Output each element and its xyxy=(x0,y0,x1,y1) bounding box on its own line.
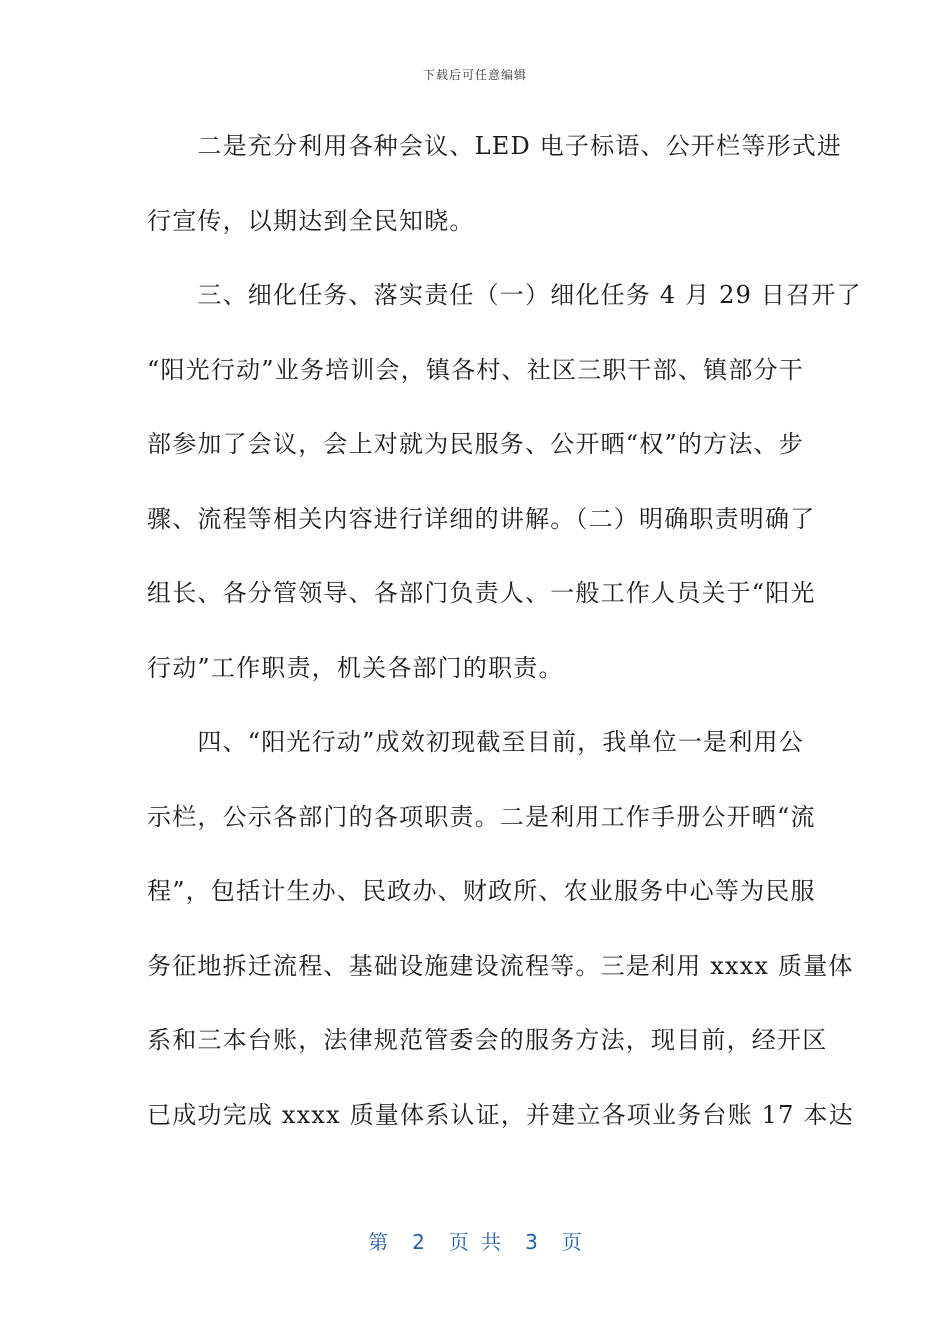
text-line: 示栏，公示各部门的各项职责。二是利用工作手册公开晒“流 xyxy=(147,802,816,831)
text-line: 已成功完成 xxxx 质量体系认证，并建立各项业务台账 17 本达 xyxy=(147,1100,854,1129)
text-line: 三、细化任务、落实责任（一）细化任务 4 月 29 日召开了 xyxy=(147,281,862,309)
page-label-suffix: 页 xyxy=(561,1230,582,1254)
text-line: 组长、各分管领导、各部门负责人、一般工作人员关于“阳光 xyxy=(147,579,816,607)
text-line: 程”，包括计生办、民政办、财政所、农业服务中心等为民服 xyxy=(147,877,816,905)
document-body xyxy=(147,120,862,1163)
text-line: 系和三本台账，法律规范管委会的服务方法，现目前，经开区 xyxy=(147,1026,828,1054)
text-line: 骤、流程等相关内容进行详细的讲解。（二）明确职责明确了 xyxy=(147,504,816,533)
text-line: 部参加了会议，会上对就为民服务、公开晒“权”的方法、步 xyxy=(147,430,804,458)
text-line: “阳光行动”业务培训会，镇各村、社区三职干部、镇部分干 xyxy=(147,355,804,384)
header-note: 下载后可任意编辑 xyxy=(422,68,527,82)
text-line: 行动”工作职责，机关各部门的职责。 xyxy=(147,653,564,682)
page-label-middle: 页 共 xyxy=(448,1230,502,1254)
text-line: 四、“阳光行动”成效初现截至目前，我单位一是利用公 xyxy=(147,728,804,756)
page-label-prefix: 第 xyxy=(368,1230,389,1254)
text-line: 务征地拆迁流程、基础设施建设流程等。三是利用 xxxx 质量体 xyxy=(147,951,854,980)
current-page-number: 2 xyxy=(412,1230,425,1254)
text-line: 二是充分利用各种会议、LED 电子标语、公开栏等形式进 xyxy=(147,132,843,160)
total-pages-number: 3 xyxy=(525,1230,538,1254)
page-number-footer xyxy=(0,1226,950,1255)
text-line: 行宣传，以期达到全民知晓。 xyxy=(147,206,475,235)
